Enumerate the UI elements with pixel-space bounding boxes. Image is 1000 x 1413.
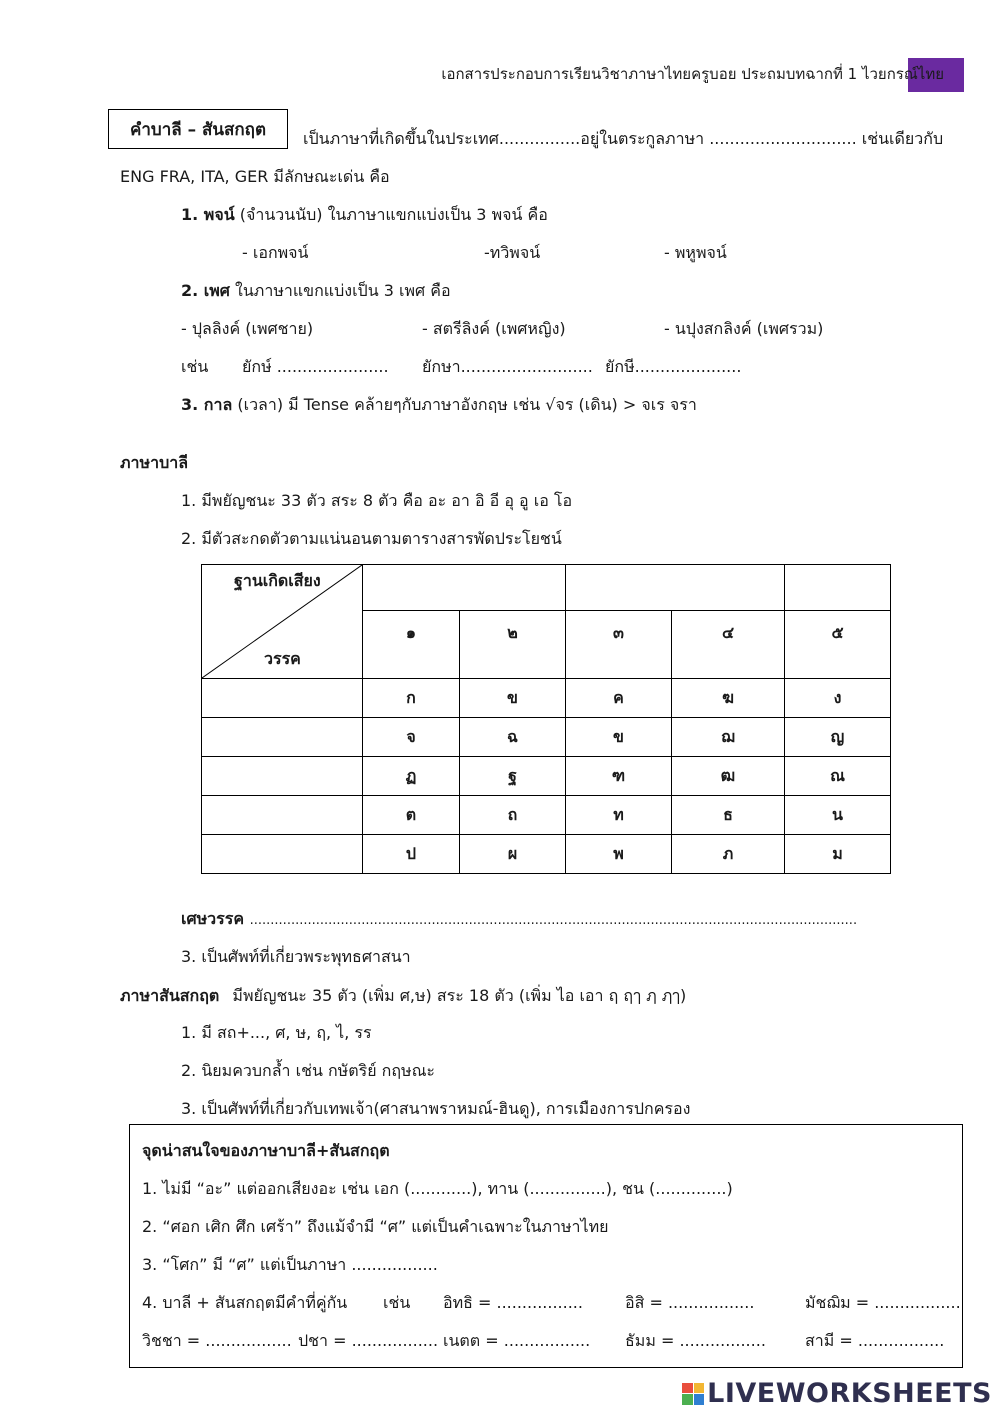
table-cell: ธ: [672, 796, 785, 835]
table-cell: ถ: [460, 796, 566, 835]
table-cell: ณ: [785, 757, 891, 796]
table-cell: ก: [363, 679, 460, 718]
col-header: ๕: [785, 611, 891, 679]
diag-bottom-label: วรรค: [264, 649, 301, 668]
sesa-blank[interactable]: ...................................................................................................................................................: [249, 913, 858, 928]
table-cell: ฉ: [460, 718, 566, 757]
table-cell: ฆ: [672, 679, 785, 718]
table-cell: ฒ: [672, 757, 785, 796]
table-cell: ง: [785, 679, 891, 718]
table-cell: ฐ: [460, 757, 566, 796]
note-2: 2. “ศอก เศิก ศึก เศร้า” ถึงแม้จำมี “ศ” แต่เป็นคำเฉพาะในภาษาไทย: [142, 1217, 609, 1236]
table-top-cell: [363, 565, 566, 611]
diag-top-label: ฐานเกิดเสียง: [234, 571, 321, 590]
f2-option: - สตรีลิงค์ (เพศหญิง): [422, 319, 566, 338]
table-row: [202, 718, 891, 757]
col-header: ๓: [566, 611, 672, 679]
page-title: คำบาลี – สันสกฤต: [108, 109, 288, 149]
row-label-blank: [202, 796, 363, 835]
sanskrit-intro: [120, 984, 686, 1009]
table-cell: ภ: [672, 835, 785, 874]
word-pair-blank[interactable]: เนตต = .................: [443, 1331, 591, 1350]
word-pair-blank[interactable]: ปชา = .................: [298, 1331, 439, 1350]
table-cell: ฌ: [672, 718, 785, 757]
sanskrit-heading: ภาษาสันสกฤต: [120, 986, 220, 1005]
table-cell: ข: [460, 679, 566, 718]
pali-point-2: 2. มีตัวสะกดตัวตามแน่นอนตามตารางสารพัดประโยชน์: [181, 529, 562, 548]
table-row: [202, 679, 891, 718]
pali-heading: ภาษาบาลี: [120, 453, 189, 472]
row-label-blank: [202, 757, 363, 796]
table-cell: จ: [363, 718, 460, 757]
notes-title: จุดน่าสนใจของภาษาบาลี+สันสกฤต: [142, 1141, 390, 1160]
word-pair-blank[interactable]: ธัมม = .................: [625, 1331, 766, 1350]
intro-line-1: เป็นภาษาที่เกิดขึ้นในประเทศ................อยู่ในตระกูลภาษา ............................. เช่นเดียวกับ: [303, 129, 944, 148]
row-label-blank: [202, 679, 363, 718]
table-cell: ต: [363, 796, 460, 835]
note-3: 3. “โศก” มี “ศ” แต่เป็นภาษา .................: [142, 1255, 438, 1274]
col-header: ๒: [460, 611, 566, 679]
table-row: [202, 835, 891, 874]
table-cell: ผ: [460, 835, 566, 874]
sanskrit-point-1: 1. มี สถ+..., ศ, ษ, ฤ, ไ, รร: [181, 1023, 372, 1042]
logo-grid-icon: [682, 1383, 704, 1405]
intro-line-2: ENG FRA, ITA, GER มีลักษณะเด่น คือ: [120, 167, 390, 186]
example-blank: ยักษา..........................: [422, 357, 593, 376]
table-cell: น: [785, 796, 891, 835]
table-cell: พ: [566, 835, 672, 874]
note-4-label: 4. บาลี + สันสกฤตมีคำที่คู่กัน: [142, 1293, 348, 1312]
word-pair-blank[interactable]: วิชชา = .................: [142, 1331, 292, 1350]
f2-option: - ปุลลิงค์ (เพศชาย): [181, 319, 314, 338]
sanskrit-heading-text: มีพยัญชนะ 35 ตัว (เพิ่ม ศ,ษ) สระ 18 ตัว (เพิ่ม ไอ เอา ฤ ฤๅ ฦ ฦๅ): [232, 986, 687, 1005]
table-diagonal-header: [202, 565, 363, 679]
feature-3: [181, 393, 697, 418]
logo-text: LIVEWORKSHEETS: [707, 1378, 992, 1409]
table-top-cell: [566, 565, 785, 611]
f1-option: - เอกพจน์: [242, 243, 309, 262]
feature-3-text: (เวลา) มี Tense คล้ายๆกับภาษาอังกฤษ เช่น √จร (เดิน) > จเร จรา: [237, 395, 697, 414]
word-pair-blank[interactable]: อิทธิ = .................: [443, 1293, 583, 1312]
feature-3-label: 3. กาล: [181, 395, 233, 414]
word-pair-blank[interactable]: อิสิ = .................: [625, 1293, 755, 1312]
table-cell: ฏ: [363, 757, 460, 796]
header-text: เอกสารประกอบการเรียนวิชาภาษาไทยครูบอย ประถมบทฉากที่ 1 ไวยกรณ์ไทย: [441, 65, 944, 83]
table-row: [202, 796, 891, 835]
col-header: ๔: [672, 611, 785, 679]
table-cell: ค: [566, 679, 672, 718]
feature-1-text: (จำนวนนับ) ในภาษาแขกแบ่งเป็น 3 พจน์ คือ: [239, 205, 548, 224]
f1-option: - พหูพจน์: [664, 243, 727, 262]
example-label: เช่น: [181, 357, 209, 376]
pali-point-3: 3. เป็นศัพท์ที่เกี่ยวพระพุทธศาสนา: [181, 947, 411, 966]
table-top-cell: [785, 565, 891, 611]
row-label-blank: [202, 718, 363, 757]
table-cell: ฑ: [566, 757, 672, 796]
table-cell: ญ: [785, 718, 891, 757]
row-label-blank: [202, 835, 363, 874]
sanskrit-point-2: 2. นิยมควบกล้ำ เช่น กษัตริย์ กฤษณะ: [181, 1061, 436, 1080]
f2-option: - นปุงสกลิงค์ (เพศรวม): [664, 319, 824, 338]
feature-2-text: ในภาษาแขกแบ่งเป็น 3 เพศ คือ: [235, 281, 451, 300]
feature-1-label: 1. พจน์: [181, 205, 235, 224]
sanskrit-point-3: 3. เป็นศัพท์ที่เกี่ยวกับเทพเจ้า(ศาสนาพราหมณ์-ฮินดู), การเมืองการปกครอง: [181, 1099, 691, 1118]
f1-option: -ทวิพจน์: [484, 243, 541, 262]
note-1: 1. ไม่มี “อะ” แต่ออกเสียงอะ เช่น เอก (............), ทาน (...............), ชน (..............): [142, 1179, 733, 1198]
feature-2: [181, 279, 451, 304]
example-blank: ยักษ์ ......................: [242, 357, 389, 376]
col-header: ๑: [363, 611, 460, 679]
table-cell: ม: [785, 835, 891, 874]
feature-1: [181, 203, 548, 228]
liveworksheets-logo: [682, 1378, 992, 1409]
table-cell: ข: [566, 718, 672, 757]
consonant-table: [201, 564, 891, 874]
sesa-label: เศษวรรค: [181, 909, 245, 928]
example-blank: ยักษี.....................: [605, 357, 742, 376]
feature-2-label: 2. เพศ: [181, 281, 230, 300]
pali-point-1: 1. มีพยัญชนะ 33 ตัว สระ 8 ตัว คือ อะ อา อิ อี อุ อู เอ โอ: [181, 491, 573, 510]
note-4-example: เช่น: [383, 1293, 411, 1312]
word-pair-blank[interactable]: สามี = .................: [805, 1331, 945, 1350]
sesa-wak: [181, 907, 857, 932]
word-pair-blank[interactable]: มัชฌิม = .................: [805, 1293, 961, 1312]
table-row: [202, 757, 891, 796]
table-cell: ท: [566, 796, 672, 835]
table-cell: ป: [363, 835, 460, 874]
